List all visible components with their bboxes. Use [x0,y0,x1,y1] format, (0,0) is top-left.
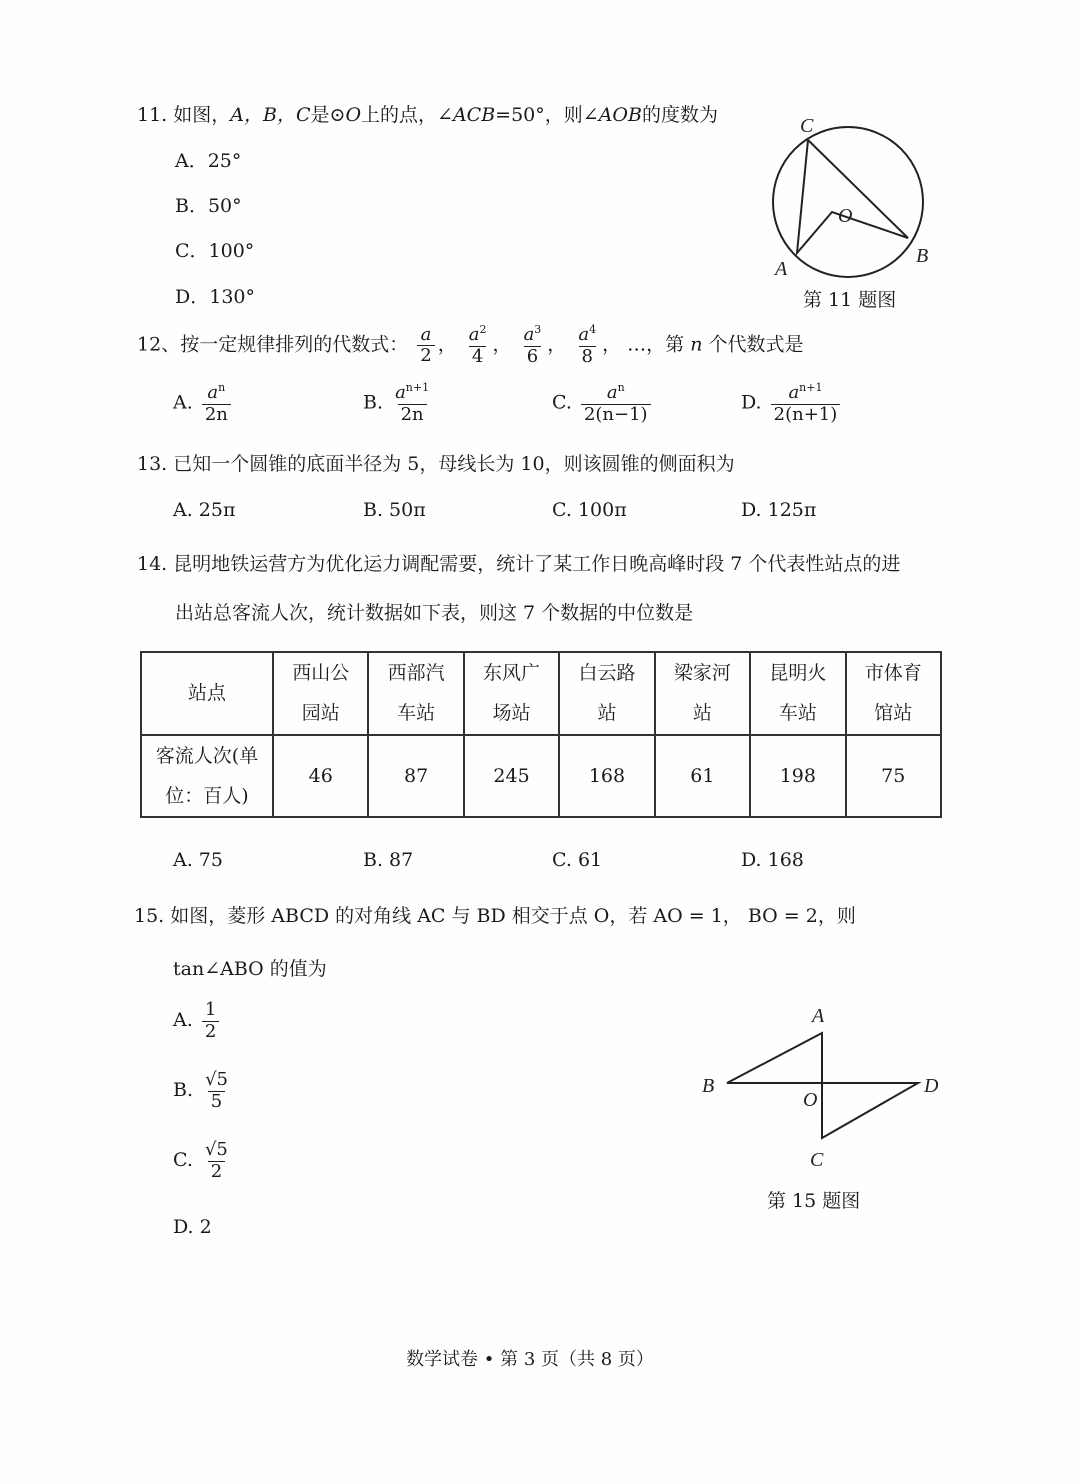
header-station: 站点 [141,652,273,735]
q13-option-d: D. 125π [741,499,817,521]
q11-option-a: A．25° [175,150,242,172]
q15-option-d: D. 2 [173,1216,212,1238]
q15-option-c: C. $\frac{√5}{2}$ [173,1139,228,1182]
q11-circle-figure [760,110,960,290]
q11-option-b: B．50° [175,195,242,217]
label-a: A [812,1005,825,1027]
q13-stem: 13. 已知一个圆锥的底面半径为 5，母线长为 10，则该圆锥的侧面积为 [137,453,735,475]
q15-stem-line1: 15. 如图，菱形 ABCD 的对角线 AC 与 BD 相交于点 O，若 AO = 1， BO = 2，则 [134,905,856,927]
q15-stem-line2: tan∠ABO 的值为 [173,958,327,980]
label-b: B [916,245,929,267]
label-d: D [924,1075,939,1097]
q14-stem-line2: 出站总客流人次，统计数据如下表，则这 7 个数据的中位数是 [175,602,694,624]
label-c: C [800,115,814,137]
q12-option-c: C. $\frac{a^n}{2(n-1)}$ [552,382,654,425]
label-c: C [810,1149,824,1171]
q15-option-a: A. $\frac{1}{2}$ [173,1000,222,1042]
q14-data-table [140,651,942,818]
q11-figure-caption: 第 11 题图 [803,289,897,311]
q12-stem: 12、按一定规律排列的代数式： $\frac{a}{2}$ ， $\frac{a^2}{4}$ ， $\frac{a^3}{6}$ ， $\frac{a^4}{8}$ ， …，第 n 个代数式是 [137,323,804,367]
q12-option-d: D. $\frac{a^{n+1}}{2(n+1)}$ [741,382,843,425]
table-row-stations: 站点 西山公 园站 西部汽 车站 东风广 场站 白云路 站 梁家河 站 昆明火 车站 市体育 馆站 [141,652,941,735]
q13-option-c: C. 100π [552,499,627,521]
q12-option-b: B. $\frac{a^{n+1}}{2n}$ [363,381,430,425]
q13-option-a: A. 25π [173,499,236,521]
table-row-values: 客流人次(单 位：百人) 46 87 245 168 61 198 75 [141,735,941,818]
q13-option-b: B. 50π [363,499,426,521]
header-flow: 客流人次(单 位：百人) [141,735,273,818]
label-b: B [702,1075,715,1097]
label-o: O [803,1089,818,1111]
label-a: A [775,258,788,280]
label-o: O [838,205,853,227]
q14-option-a: A. 75 [173,849,223,871]
q11-stem: 11. 如图，A，B，C是⊙O上的点，∠ACB=50°，则∠AOB的度数为 [137,104,718,126]
q15-rhombus-figure [690,1000,960,1180]
q14-option-b: B. 87 [363,849,414,871]
q11-option-c: C．100° [175,240,255,262]
q14-stem-line1: 14. 昆明地铁运营方为优化运力调配需要，统计了某工作日晚高峰时段 7 个代表性站点的进 [137,553,901,575]
q11-option-d: D．130° [175,286,255,308]
q12-option-a: A. $\frac{a^n}{2n}$ [173,382,234,425]
q15-figure-caption: 第 15 题图 [767,1190,861,1212]
page-footer: 数学试卷 • 第 3 页（共 8 页） [406,1349,654,1370]
q15-option-b: B. $\frac{√5}{5}$ [173,1069,228,1112]
q14-option-d: D. 168 [741,849,804,871]
q14-option-c: C. 61 [552,849,603,871]
